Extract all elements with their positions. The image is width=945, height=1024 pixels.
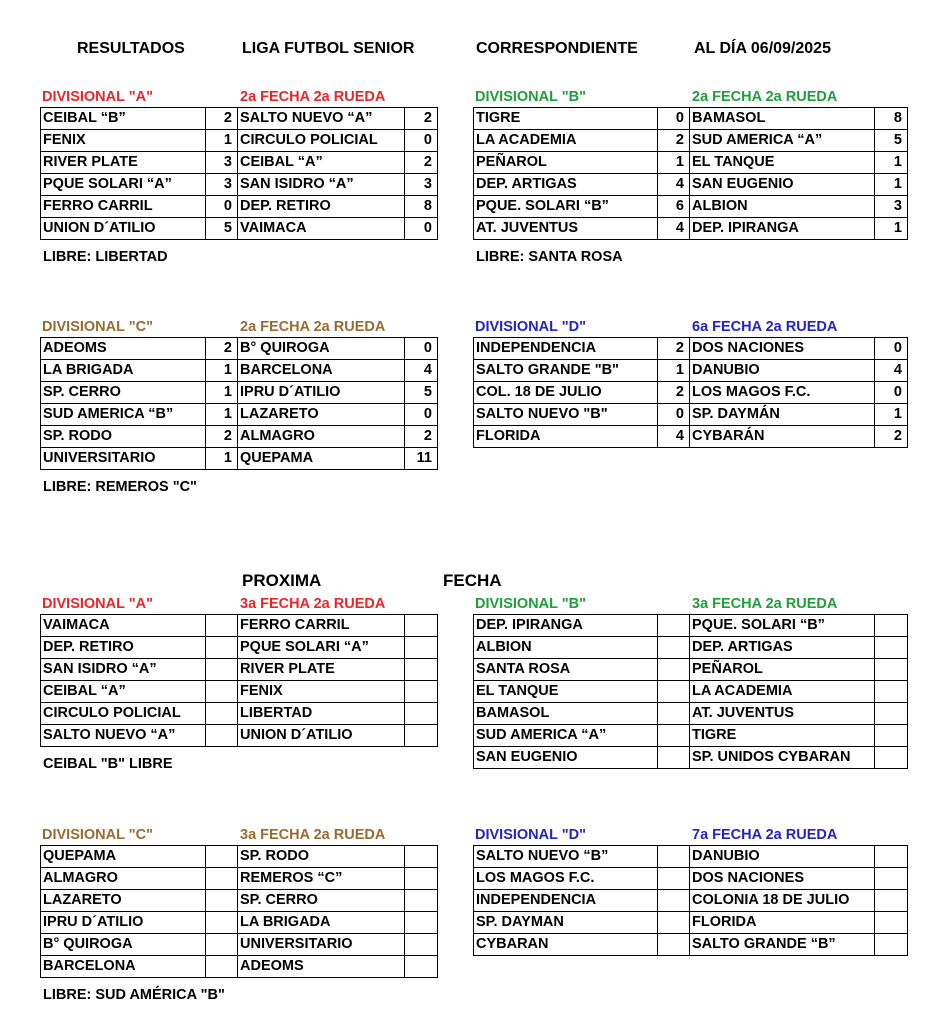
home-score <box>658 637 690 659</box>
home-score: 4 <box>658 218 690 240</box>
away-team: SP. UNIDOS CYBARAN <box>690 747 875 769</box>
away-score: 0 <box>405 338 438 360</box>
match-row <box>474 659 908 681</box>
away-team: UNIVERSITARIO <box>238 934 405 956</box>
home-team: SP. CERRO <box>41 382 206 404</box>
match-row <box>474 681 908 703</box>
home-score: 0 <box>206 196 238 218</box>
home-score: 2 <box>658 130 690 152</box>
away-score <box>875 747 908 769</box>
away-score: 3 <box>405 174 438 196</box>
home-team: INDEPENDENCIA <box>474 338 658 360</box>
match-row <box>474 703 908 725</box>
home-team: TIGRE <box>474 108 658 130</box>
home-score: 2 <box>206 338 238 360</box>
away-score <box>875 846 908 868</box>
away-team: DEP. IPIRANGA <box>690 218 875 240</box>
match-row <box>474 426 908 448</box>
home-team: CIRCULO POLICIAL <box>41 703 206 725</box>
away-score <box>405 956 438 978</box>
home-team: ALMAGRO <box>41 868 206 890</box>
fecha-label: 2a FECHA 2a RUEDA <box>692 89 838 105</box>
away-team: QUEPAMA <box>238 448 405 470</box>
away-team: SP. RODO <box>238 846 405 868</box>
away-team: B° QUIROGA <box>238 338 405 360</box>
match-row <box>474 890 908 912</box>
away-team: SUD AMERICA “A” <box>690 130 875 152</box>
away-score <box>405 681 438 703</box>
match-row <box>41 681 438 703</box>
home-team: UNION D´ATILIO <box>41 218 206 240</box>
home-team: AT. JUVENTUS <box>474 218 658 240</box>
away-team: LA ACADEMIA <box>690 681 875 703</box>
home-score <box>658 868 690 890</box>
home-score: 1 <box>206 382 238 404</box>
home-team: RIVER PLATE <box>41 152 206 174</box>
away-score: 1 <box>875 404 908 426</box>
libre-note: LIBRE: SANTA ROSA <box>476 249 623 265</box>
fecha-label: 3a FECHA 2a RUEDA <box>240 596 386 612</box>
away-team: VAIMACA <box>238 218 405 240</box>
away-team: FERRO CARRIL <box>238 615 405 637</box>
fixtures-table <box>473 337 908 448</box>
match-row <box>474 196 908 218</box>
home-team: UNIVERSITARIO <box>41 448 206 470</box>
away-score <box>405 637 438 659</box>
away-score: 4 <box>875 360 908 382</box>
match-row <box>41 404 438 426</box>
match-row <box>474 404 908 426</box>
home-team: PEÑAROL <box>474 152 658 174</box>
home-score <box>658 615 690 637</box>
match-row <box>474 360 908 382</box>
away-team: DEP. ARTIGAS <box>690 637 875 659</box>
fecha-label: 3a FECHA 2a RUEDA <box>240 827 386 843</box>
division-label: DIVISIONAL "D" <box>475 827 586 843</box>
division-label: DIVISIONAL "A" <box>42 596 153 612</box>
home-score <box>206 615 238 637</box>
home-score <box>206 725 238 747</box>
home-team: ALBION <box>474 637 658 659</box>
header-liga: LIGA FUTBOL SENIOR <box>242 40 415 57</box>
home-team: SUD AMERICA “A” <box>474 725 658 747</box>
away-score: 5 <box>875 130 908 152</box>
home-score <box>658 890 690 912</box>
away-score: 11 <box>405 448 438 470</box>
home-team: QUEPAMA <box>41 846 206 868</box>
away-score: 1 <box>875 174 908 196</box>
away-score <box>405 912 438 934</box>
libre-note: CEIBAL "B" LIBRE <box>43 756 173 772</box>
away-team: COLONIA 18 DE JULIO <box>690 890 875 912</box>
home-score: 5 <box>206 218 238 240</box>
home-score <box>658 912 690 934</box>
home-score <box>206 703 238 725</box>
home-team: CEIBAL “A” <box>41 681 206 703</box>
away-score <box>405 890 438 912</box>
home-score: 4 <box>658 174 690 196</box>
fixtures-table <box>40 337 438 470</box>
home-score <box>658 659 690 681</box>
away-team: DANUBIO <box>690 360 875 382</box>
match-row <box>474 637 908 659</box>
away-score <box>875 703 908 725</box>
home-team: SALTO GRANDE "B" <box>474 360 658 382</box>
match-row <box>41 956 438 978</box>
libre-note: LIBRE: LIBERTAD <box>43 249 168 265</box>
home-team: FLORIDA <box>474 426 658 448</box>
away-team: AT. JUVENTUS <box>690 703 875 725</box>
home-team: PQUE. SOLARI “B” <box>474 196 658 218</box>
home-team: DEP. IPIRANGA <box>474 615 658 637</box>
match-row <box>41 846 438 868</box>
home-score: 4 <box>658 426 690 448</box>
fixtures-table <box>40 107 438 240</box>
away-team: CYBARÁN <box>690 426 875 448</box>
away-score: 1 <box>875 218 908 240</box>
home-team: DEP. ARTIGAS <box>474 174 658 196</box>
home-score <box>206 912 238 934</box>
match-row <box>41 426 438 448</box>
match-row <box>474 912 908 934</box>
away-team: UNION D´ATILIO <box>238 725 405 747</box>
home-score <box>658 934 690 956</box>
away-score <box>875 890 908 912</box>
away-score: 2 <box>405 426 438 448</box>
home-score: 2 <box>206 426 238 448</box>
home-team: LA BRIGADA <box>41 360 206 382</box>
header-fecha-dia: AL DÍA 06/09/2025 <box>694 40 831 57</box>
home-team: EL TANQUE <box>474 681 658 703</box>
home-score: 1 <box>206 130 238 152</box>
away-team: REMEROS “C” <box>238 868 405 890</box>
home-team: SUD AMERICA “B” <box>41 404 206 426</box>
home-score: 0 <box>658 404 690 426</box>
home-team: LAZARETO <box>41 890 206 912</box>
away-score <box>405 725 438 747</box>
header-correspondiente: CORRESPONDIENTE <box>476 40 638 57</box>
away-score <box>875 725 908 747</box>
home-team: SALTO NUEVO “A” <box>41 725 206 747</box>
match-row <box>41 890 438 912</box>
away-score <box>405 846 438 868</box>
away-score: 2 <box>405 152 438 174</box>
division-label: DIVISIONAL "B" <box>475 89 586 105</box>
home-score: 1 <box>206 360 238 382</box>
home-score: 1 <box>658 360 690 382</box>
match-row <box>41 659 438 681</box>
away-score: 2 <box>405 108 438 130</box>
match-row <box>41 174 438 196</box>
division-label: DIVISIONAL "D" <box>475 319 586 335</box>
match-row <box>41 152 438 174</box>
match-row <box>474 868 908 890</box>
home-team: BARCELONA <box>41 956 206 978</box>
match-row <box>41 703 438 725</box>
fixtures-table <box>473 845 908 956</box>
away-team: EL TANQUE <box>690 152 875 174</box>
home-score <box>206 956 238 978</box>
match-row <box>41 360 438 382</box>
away-team: SALTO GRANDE “B” <box>690 934 875 956</box>
away-team: FENIX <box>238 681 405 703</box>
match-row <box>41 868 438 890</box>
fixtures-table <box>473 107 908 240</box>
away-score: 5 <box>405 382 438 404</box>
fecha-label: 2a FECHA 2a RUEDA <box>240 319 386 335</box>
home-team: LA ACADEMIA <box>474 130 658 152</box>
home-score <box>206 868 238 890</box>
away-team: DOS NACIONES <box>690 338 875 360</box>
fecha-label: 3a FECHA 2a RUEDA <box>692 596 838 612</box>
match-row <box>41 108 438 130</box>
match-row <box>41 934 438 956</box>
home-team: SANTA ROSA <box>474 659 658 681</box>
away-team: LA BRIGADA <box>238 912 405 934</box>
home-team: IPRU D´ATILIO <box>41 912 206 934</box>
fecha-label: 7a FECHA 2a RUEDA <box>692 827 838 843</box>
away-score: 0 <box>405 130 438 152</box>
home-team: FENIX <box>41 130 206 152</box>
home-team: SAN EUGENIO <box>474 747 658 769</box>
home-team: CYBARAN <box>474 934 658 956</box>
away-team: PQUE SOLARI “A” <box>238 637 405 659</box>
away-score <box>875 659 908 681</box>
home-team: CEIBAL “B” <box>41 108 206 130</box>
libre-note: LIBRE: REMEROS "C" <box>43 479 197 495</box>
away-score: 0 <box>405 404 438 426</box>
home-score <box>206 934 238 956</box>
home-score <box>206 659 238 681</box>
away-score <box>875 615 908 637</box>
division-label: DIVISIONAL "C" <box>42 827 153 843</box>
match-row <box>41 725 438 747</box>
away-score: 8 <box>875 108 908 130</box>
match-row <box>474 934 908 956</box>
home-score: 0 <box>658 108 690 130</box>
away-team: LOS MAGOS F.C. <box>690 382 875 404</box>
away-score: 0 <box>405 218 438 240</box>
away-team: ALBION <box>690 196 875 218</box>
home-team: FERRO CARRIL <box>41 196 206 218</box>
match-row <box>41 196 438 218</box>
away-score <box>405 934 438 956</box>
away-team: CIRCULO POLICIAL <box>238 130 405 152</box>
home-team: LOS MAGOS F.C. <box>474 868 658 890</box>
division-label: DIVISIONAL "C" <box>42 319 153 335</box>
away-team: DEP. RETIRO <box>238 196 405 218</box>
match-row <box>474 382 908 404</box>
away-score: 0 <box>875 338 908 360</box>
home-score: 3 <box>206 152 238 174</box>
home-score <box>658 747 690 769</box>
away-team: LIBERTAD <box>238 703 405 725</box>
home-score <box>206 890 238 912</box>
match-row <box>41 338 438 360</box>
match-row <box>474 218 908 240</box>
away-score: 3 <box>875 196 908 218</box>
home-score: 1 <box>206 404 238 426</box>
home-team: SALTO NUEVO "B" <box>474 404 658 426</box>
away-team: PQUE. SOLARI “B” <box>690 615 875 637</box>
match-row <box>474 846 908 868</box>
match-row <box>41 615 438 637</box>
home-team: SP. DAYMAN <box>474 912 658 934</box>
match-row <box>41 130 438 152</box>
away-score <box>875 934 908 956</box>
away-team: DANUBIO <box>690 846 875 868</box>
away-score: 4 <box>405 360 438 382</box>
away-team: FLORIDA <box>690 912 875 934</box>
away-team: BAMASOL <box>690 108 875 130</box>
away-team: PEÑAROL <box>690 659 875 681</box>
next-title-fecha: FECHA <box>443 571 502 590</box>
away-score <box>875 912 908 934</box>
away-score <box>875 681 908 703</box>
libre-note: LIBRE: SUD AMÉRICA "B" <box>43 987 225 1003</box>
away-team: SP. CERRO <box>238 890 405 912</box>
away-score <box>875 868 908 890</box>
home-score <box>658 725 690 747</box>
home-score <box>658 681 690 703</box>
home-score <box>658 703 690 725</box>
home-score: 1 <box>206 448 238 470</box>
away-team: SAN ISIDRO “A” <box>238 174 405 196</box>
match-row <box>474 747 908 769</box>
fixtures-table <box>40 614 438 747</box>
away-team: ADEOMS <box>238 956 405 978</box>
division-label: DIVISIONAL "A" <box>42 89 153 105</box>
match-row <box>41 448 438 470</box>
away-score: 0 <box>875 382 908 404</box>
match-row <box>474 130 908 152</box>
next-title-proxima: PROXIMA <box>242 571 322 590</box>
away-team: SAN EUGENIO <box>690 174 875 196</box>
away-score: 2 <box>875 426 908 448</box>
match-row <box>474 174 908 196</box>
match-row <box>474 152 908 174</box>
away-score <box>405 703 438 725</box>
home-team: BAMASOL <box>474 703 658 725</box>
home-score <box>206 846 238 868</box>
match-row <box>474 338 908 360</box>
away-score <box>405 615 438 637</box>
away-team: LAZARETO <box>238 404 405 426</box>
header-resultados: RESULTADOS <box>77 40 185 57</box>
away-team: IPRU D´ATILIO <box>238 382 405 404</box>
away-score <box>405 659 438 681</box>
fixtures-table <box>40 845 438 978</box>
away-score: 8 <box>405 196 438 218</box>
away-team: BARCELONA <box>238 360 405 382</box>
away-score <box>875 637 908 659</box>
away-team: DOS NACIONES <box>690 868 875 890</box>
away-team: SALTO NUEVO “A” <box>238 108 405 130</box>
home-score: 1 <box>658 152 690 174</box>
home-team: VAIMACA <box>41 615 206 637</box>
home-team: B° QUIROGA <box>41 934 206 956</box>
away-score <box>405 868 438 890</box>
home-score <box>206 681 238 703</box>
home-score <box>206 637 238 659</box>
match-row <box>474 725 908 747</box>
away-team: ALMAGRO <box>238 426 405 448</box>
home-score: 3 <box>206 174 238 196</box>
fecha-label: 2a FECHA 2a RUEDA <box>240 89 386 105</box>
home-team: COL. 18 DE JULIO <box>474 382 658 404</box>
match-row <box>41 218 438 240</box>
division-label: DIVISIONAL "B" <box>475 596 586 612</box>
match-row <box>41 382 438 404</box>
home-team: PQUE SOLARI “A” <box>41 174 206 196</box>
away-team: SP. DAYMÁN <box>690 404 875 426</box>
home-score: 6 <box>658 196 690 218</box>
match-row <box>474 615 908 637</box>
match-row <box>41 912 438 934</box>
away-score: 1 <box>875 152 908 174</box>
fecha-label: 6a FECHA 2a RUEDA <box>692 319 838 335</box>
home-team: SALTO NUEVO “B” <box>474 846 658 868</box>
fixtures-table <box>473 614 908 769</box>
home-team: DEP. RETIRO <box>41 637 206 659</box>
away-team: RIVER PLATE <box>238 659 405 681</box>
home-team: SP. RODO <box>41 426 206 448</box>
match-row <box>474 108 908 130</box>
home-score: 2 <box>658 338 690 360</box>
match-row <box>41 637 438 659</box>
home-team: ADEOMS <box>41 338 206 360</box>
away-team: TIGRE <box>690 725 875 747</box>
home-team: INDEPENDENCIA <box>474 890 658 912</box>
home-score: 2 <box>206 108 238 130</box>
home-team: SAN ISIDRO “A” <box>41 659 206 681</box>
home-score <box>658 846 690 868</box>
away-team: CEIBAL “A” <box>238 152 405 174</box>
home-score: 2 <box>658 382 690 404</box>
